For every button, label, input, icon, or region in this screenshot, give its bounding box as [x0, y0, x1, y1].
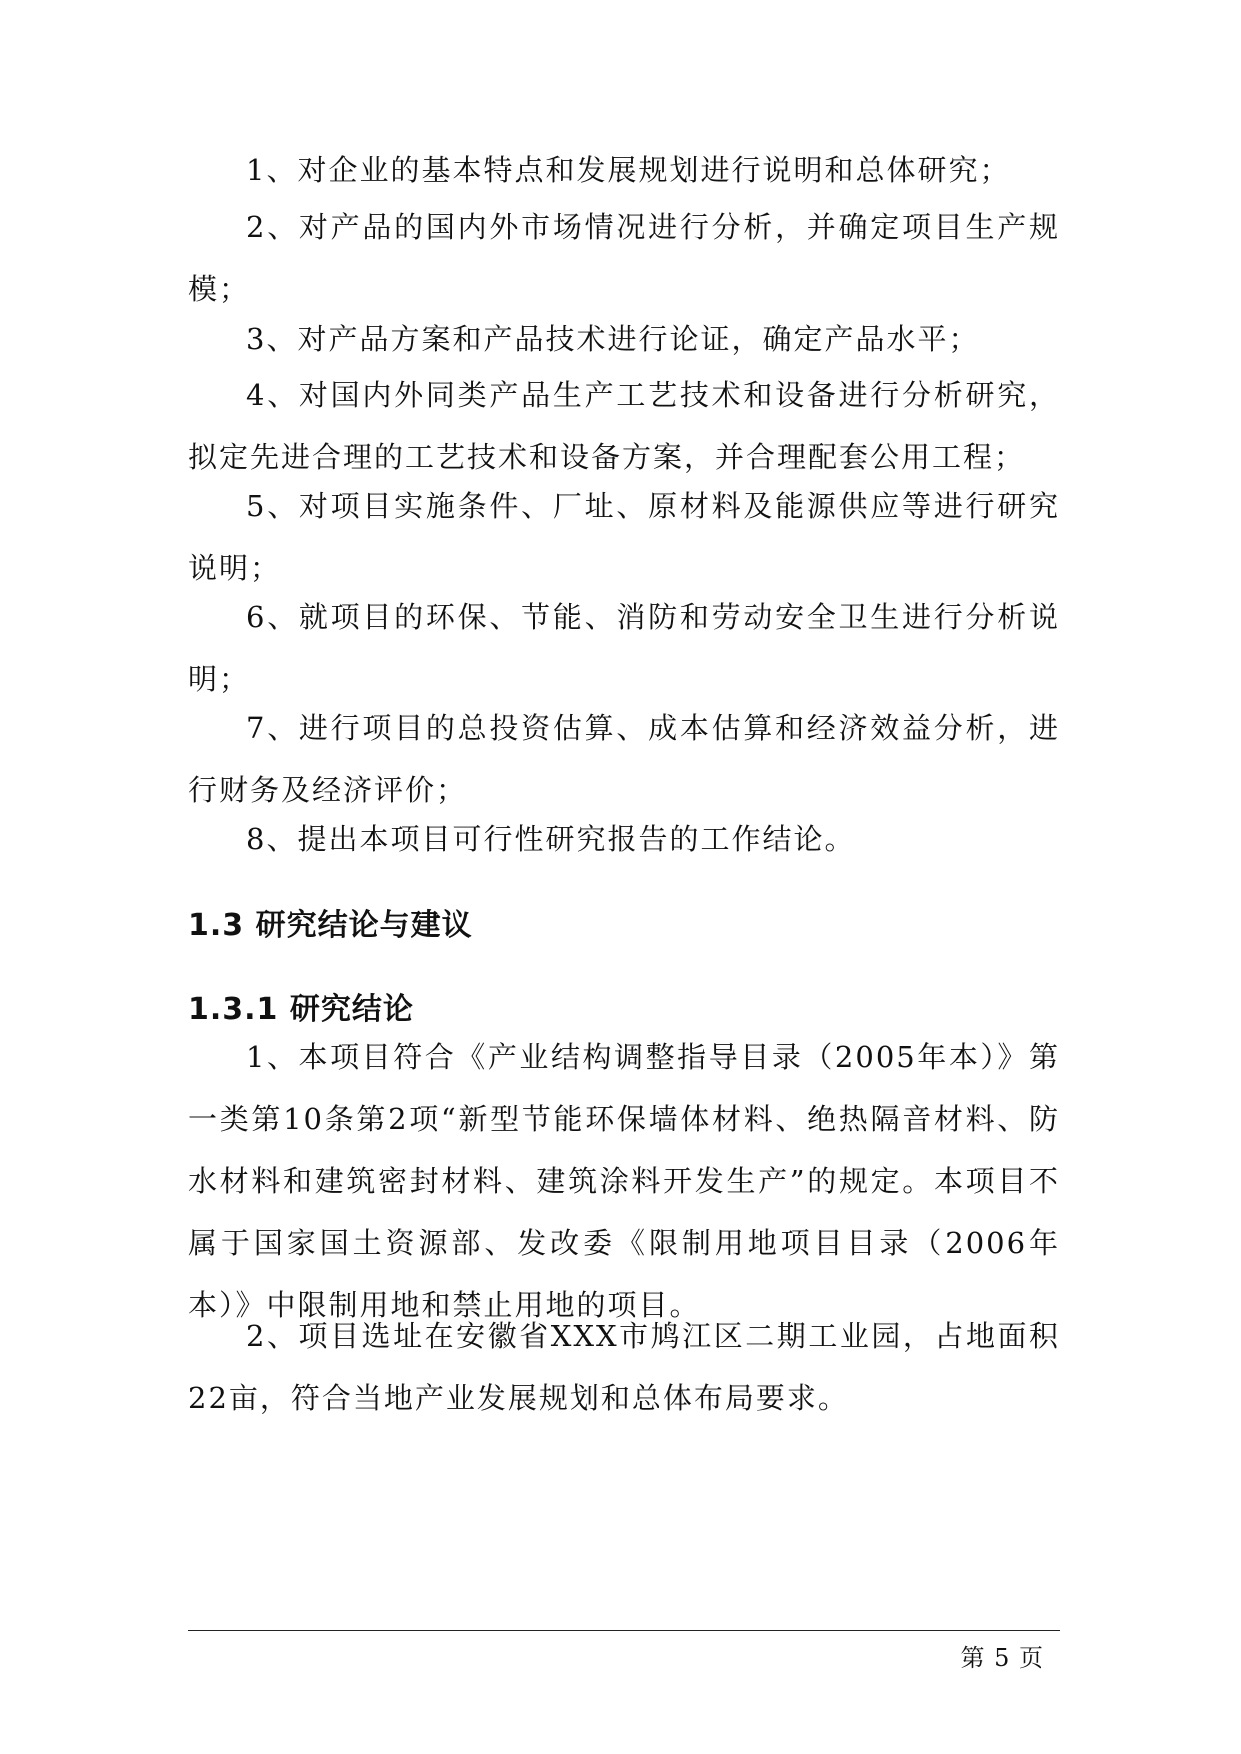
- subsection-heading: 1.3.1 研究结论: [188, 992, 414, 1027]
- conclusion-paragraph-1: 1、本项目符合《产业结构调整指导目录（2005年本）》第一类第10条第2项“新型节能环保墙体材料、绝热隔音材料、防水材料和建筑密封材料、建筑涂料开发生产”的规定。本项目不属于国家国土资源部、发改委《限制用地项目目录（2006年本）》中限制用地和禁止用地的项目。: [188, 1040, 1060, 1322]
- section-heading: 1.3 研究结论与建议: [188, 908, 473, 943]
- paragraph-item-3: 3、对产品方案和产品技术进行论证，确定产品水平；: [246, 322, 980, 356]
- conclusion-paragraph-2: 2、项目选址在安徽省XXX市鸠江区二期工业园，占地面积22亩，符合当地产业发展规划和总体布局要求。: [188, 1319, 1060, 1415]
- paragraph-item-5: 5、对项目实施条件、厂址、原材料及能源供应等进行研究说明；: [188, 489, 1060, 585]
- document-page: [188, 0, 1060, 1754]
- paragraph-item-6: 6、就项目的环保、节能、消防和劳动安全卫生进行分析说明；: [188, 600, 1060, 696]
- footer-divider: [188, 1630, 1060, 1631]
- paragraph-item-1: 1、对企业的基本特点和发展规划进行说明和总体研究；: [246, 153, 1011, 187]
- paragraph-item-2: 2、对产品的国内外市场情况进行分析，并确定项目生产规模；: [188, 210, 1060, 306]
- page-number: 第 5 页: [960, 1644, 1044, 1672]
- paragraph-item-4: 4、对国内外同类产品生产工艺技术和设备进行分析研究，拟定先进合理的工艺技术和设备方案，并合理配套公用工程；: [188, 378, 1060, 474]
- paragraph-item-8: 8、提出本项目可行性研究报告的工作结论。: [246, 822, 856, 856]
- paragraph-item-7: 7、进行项目的总投资估算、成本估算和经济效益分析，进行财务及经济评价；: [188, 711, 1060, 807]
